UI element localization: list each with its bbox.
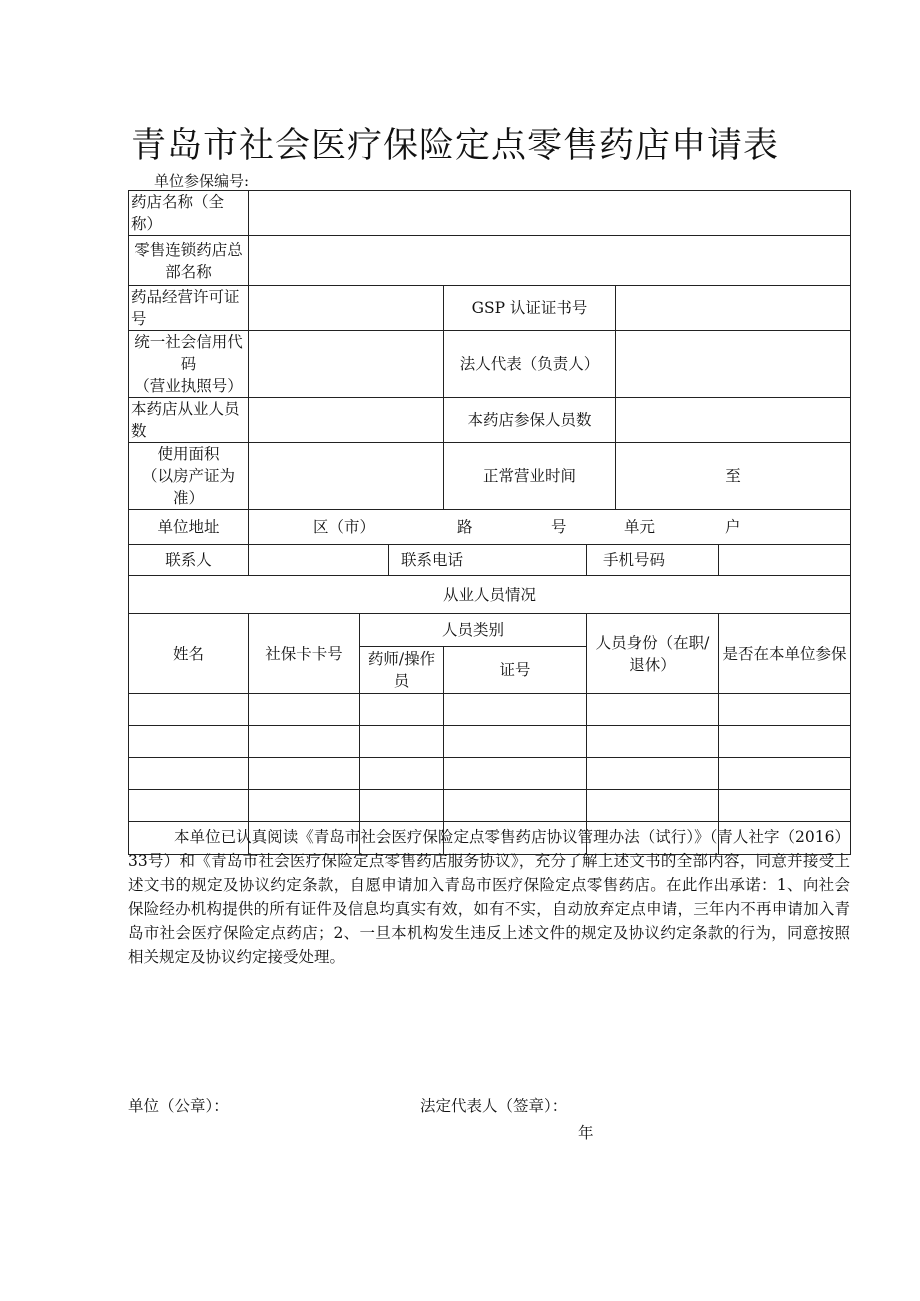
hours-to-text: 至 [725,467,741,485]
address-number: 号 [551,518,567,536]
hq-name-field[interactable] [249,236,851,286]
cell[interactable] [360,758,444,790]
cell[interactable] [719,726,851,758]
cell[interactable] [444,726,587,758]
col-insured: 是否在本单位参保 [719,614,851,694]
insured-count-label: 本药店参保人员数 [444,398,616,443]
address-label: 单位地址 [129,510,249,545]
address-district: 区（市） [313,518,376,536]
cell[interactable] [360,726,444,758]
pharmacy-name-field[interactable] [249,191,851,236]
legal-rep-field[interactable] [616,331,851,398]
unit-insurance-number-label: 单位参保编号: [154,172,250,190]
cell[interactable] [129,694,249,726]
cell[interactable] [129,726,249,758]
cell[interactable] [719,790,851,822]
staff-count-field[interactable] [249,398,444,443]
staff-section-heading: 从业人员情况 [129,576,851,614]
cell[interactable] [129,790,249,822]
cell[interactable] [129,758,249,790]
contact-field[interactable] [249,545,389,576]
signature-year: 年 [578,1124,594,1142]
legal-rep-label: 法人代表（负责人） [444,331,616,398]
cell[interactable] [719,758,851,790]
cell[interactable] [587,758,719,790]
cell[interactable] [587,790,719,822]
staff-count-label: 本药店从业人员数 [129,398,249,443]
credit-code-field[interactable] [249,331,444,398]
credit-code-label [129,331,249,398]
col-category: 人员类别 [360,614,587,647]
legal-rep-signature-label: 法定代表人（签章）： [420,1097,568,1115]
cell[interactable] [249,726,360,758]
cell[interactable] [444,790,587,822]
hours-label: 正常营业时间 [444,443,616,510]
gsp-field[interactable] [616,286,851,331]
hours-field[interactable] [616,443,851,510]
col-status: 人员身份（在职/退休） [587,614,719,694]
contact-label: 联系人 [129,545,249,576]
insured-count-field[interactable] [616,398,851,443]
table-row [129,694,851,726]
commitment-text: 本单位已认真阅读《青岛市社会医疗保险定点零售药店协议管理办法（试行）》（青人社字（2016）33号）和《青岛市社会医疗保险定点零售药店服务协议》，充分了解上述文书的全部内容，同意并接受上述文书的规定及协议约定条款，自愿申请加入青岛市医疗保险定点零售药店。在此作出承诺：1、向社会保险经办机构提供的所有证件及信息均真实有效，如有不实，自动放弃定点申请，三年内不再申请加入青岛市社会医疗保险定点药店；2、一旦本机构发生违反上述文件的规定及协议约定条款的行为，同意按照相关规定及协议约定接受处理。 [128,828,850,966]
cell[interactable] [587,694,719,726]
hq-name-label: 零售连锁药店总部名称 [129,236,249,286]
area-subtext: （以房产证为准） [141,467,235,507]
address-field[interactable] [249,510,851,545]
table-row [129,726,851,758]
cell[interactable] [587,726,719,758]
cell[interactable] [249,694,360,726]
credit-code-text: 统一社会信用代码 [134,333,243,373]
cell[interactable] [360,694,444,726]
form-title: 青岛市社会医疗保险定点零售药店申请表 [130,126,779,166]
cell[interactable] [360,790,444,822]
credit-code-subtext: （营业执照号） [134,377,243,395]
pharmacy-name-label: 药店名称（全称） [129,191,249,236]
area-label [129,443,249,510]
table-row [129,790,851,822]
unit-seal-label: 单位（公章）： [128,1097,229,1115]
commitment-statement [128,825,850,969]
table-row [129,758,851,790]
phone-label: 联系电话 [389,545,587,576]
cell[interactable] [719,694,851,726]
address-road: 路 [457,518,473,536]
license-label: 药品经营许可证号 [129,286,249,331]
col-pharmacist: 药师/操作员 [360,647,444,694]
col-name: 姓名 [129,614,249,694]
cell[interactable] [444,758,587,790]
area-text: 使用面积 [157,445,220,463]
mobile-label: 手机号码 [587,545,719,576]
mobile-field[interactable] [719,545,851,576]
license-field[interactable] [249,286,444,331]
gsp-label: GSP 认证证书号 [444,286,616,331]
col-card: 社保卡卡号 [249,614,360,694]
address-door: 户 [725,518,741,536]
area-field[interactable] [249,443,444,510]
cell[interactable] [444,694,587,726]
cell[interactable] [249,758,360,790]
application-form-table [128,190,851,855]
cell[interactable] [249,790,360,822]
col-cert: 证号 [444,647,587,694]
address-unit: 单元 [624,518,656,536]
